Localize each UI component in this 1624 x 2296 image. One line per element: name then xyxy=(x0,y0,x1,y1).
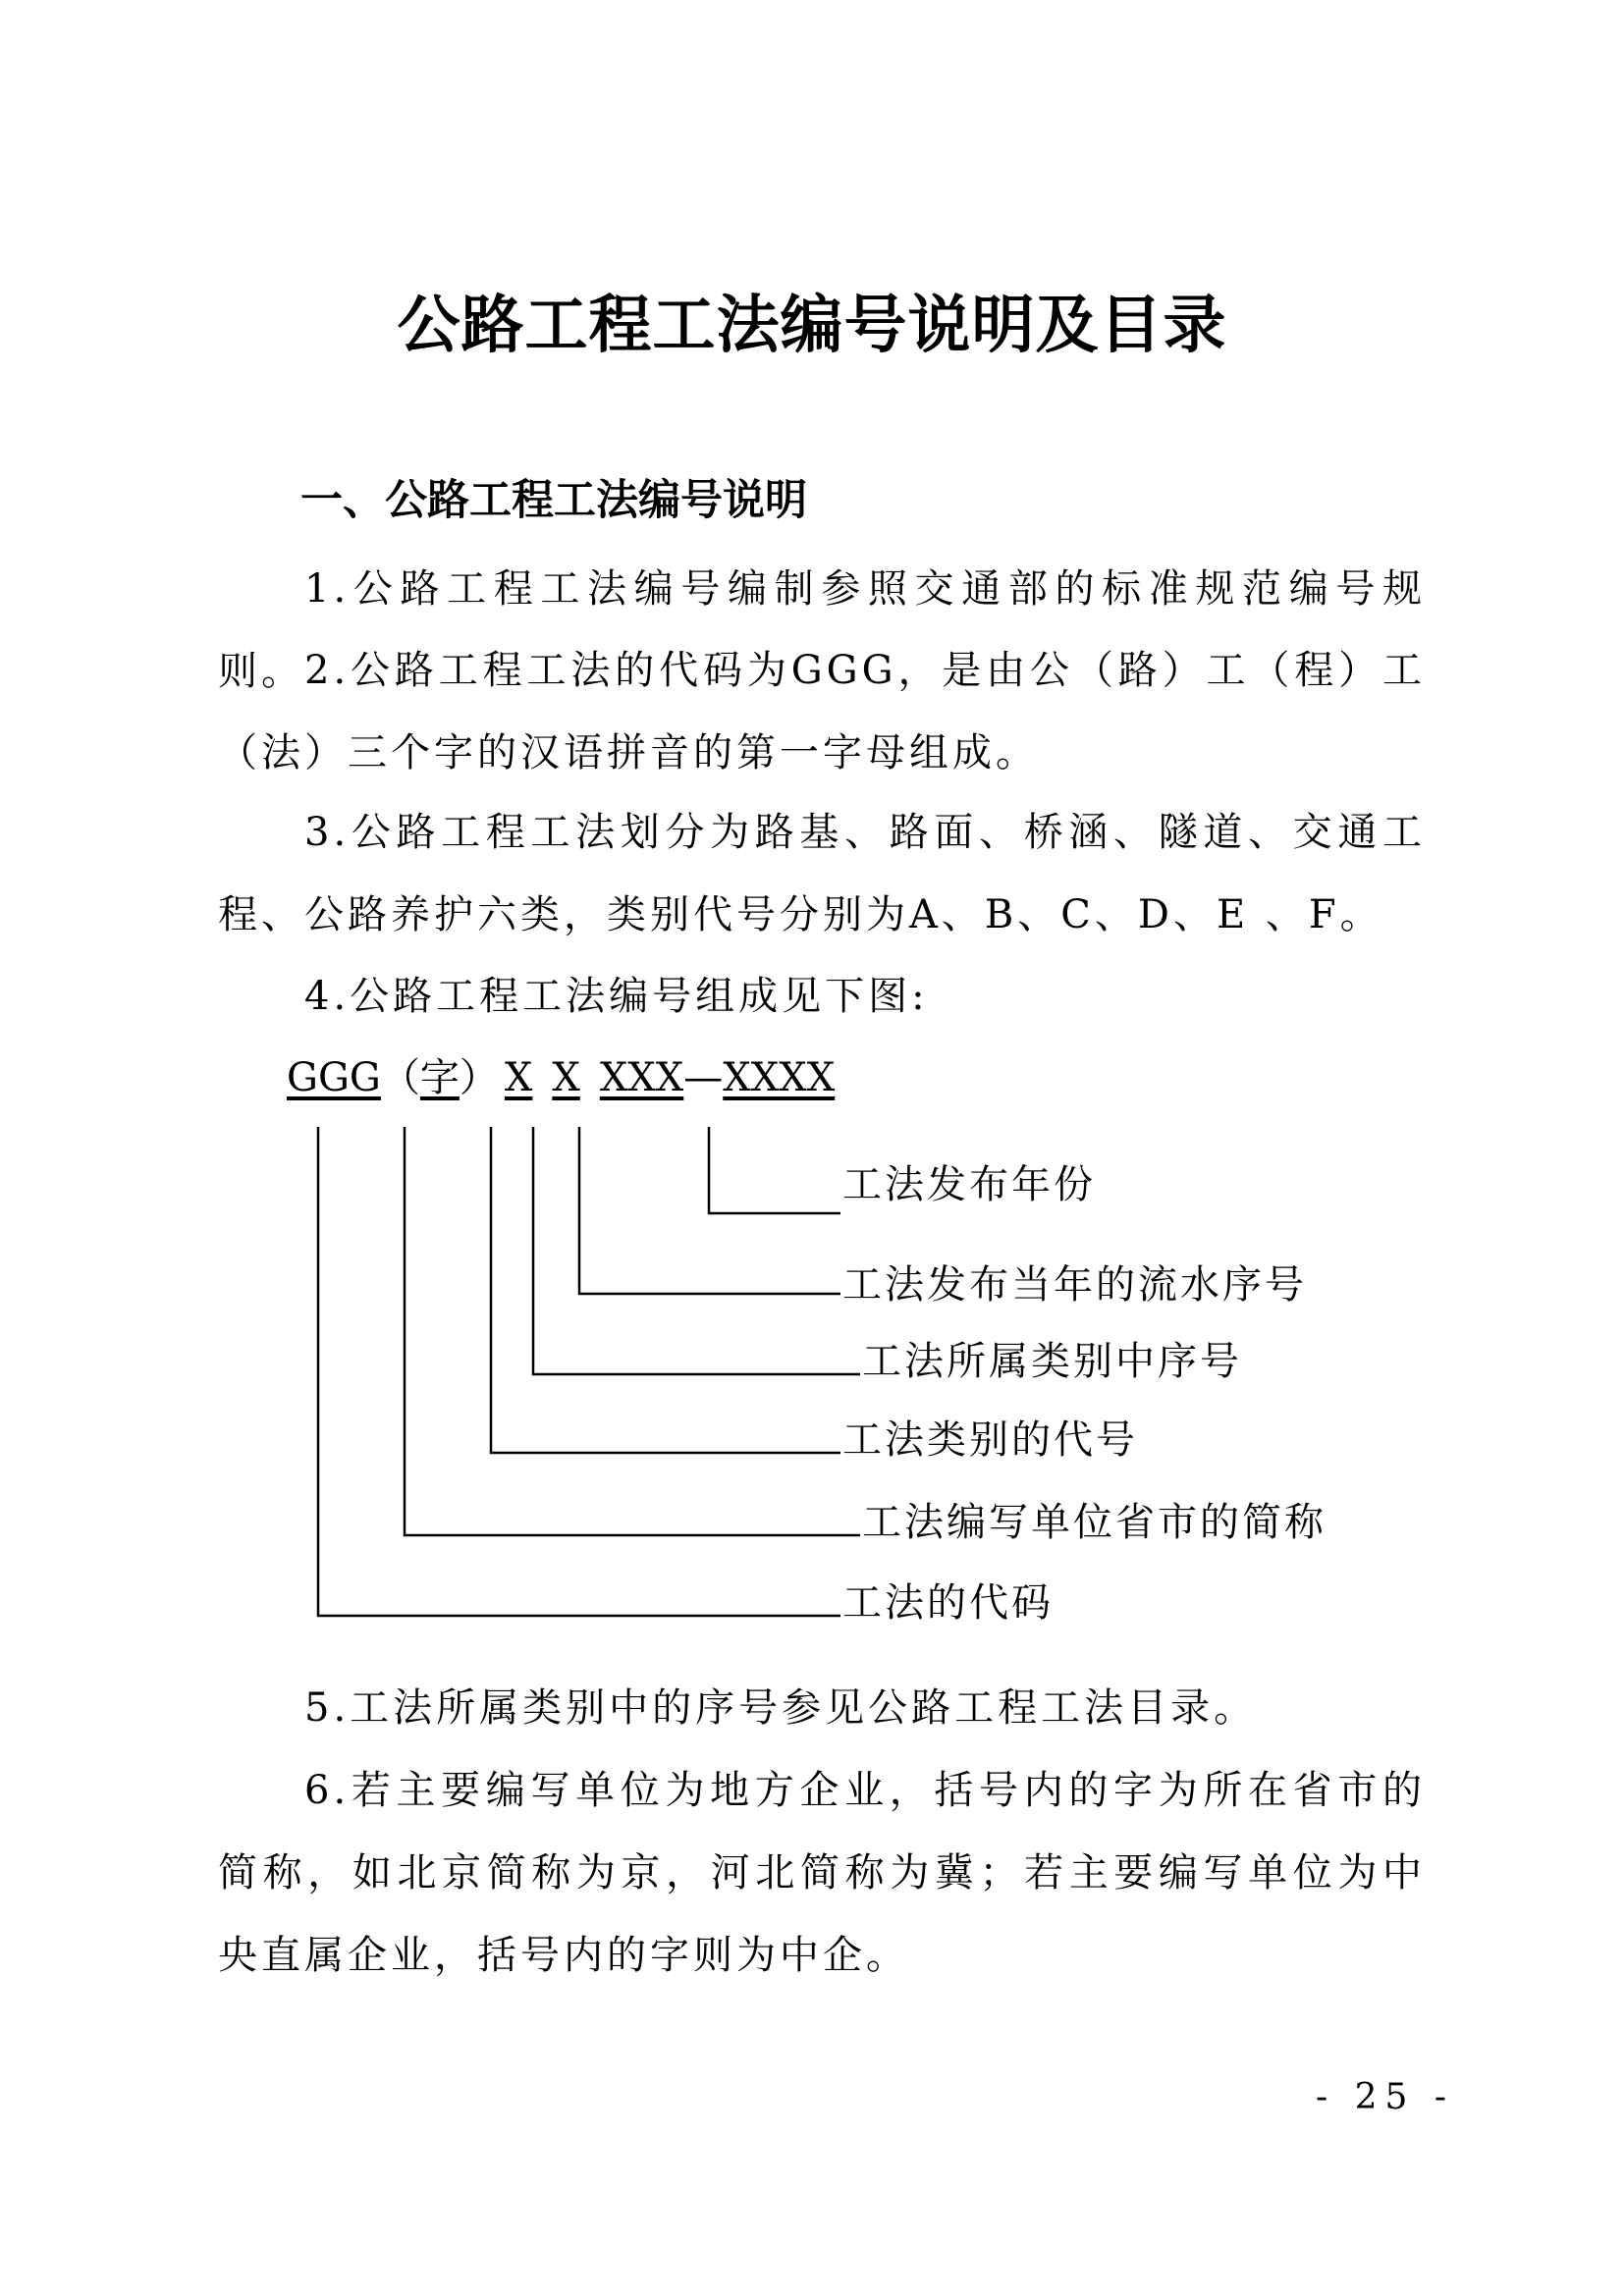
paragraph-4: 4.公路工程工法编号组成见下图: xyxy=(304,974,929,1019)
label-serial-number: 工法发布当年的流水序号 xyxy=(842,1262,1307,1308)
connector-code xyxy=(318,1127,840,1616)
label-category-order: 工法所属类别中序号 xyxy=(862,1339,1242,1384)
code-open-paren: （ xyxy=(380,1055,420,1100)
paragraph-5: 5.工法所属类别中的序号参见公路工程工法目录。 xyxy=(304,1685,1258,1731)
code-dash: — xyxy=(683,1055,724,1100)
code-xxx: XXX xyxy=(599,1055,684,1100)
label-category-code: 工法类别的代号 xyxy=(842,1417,1138,1463)
connector-order xyxy=(533,1127,860,1374)
code-ggg: GGG xyxy=(287,1055,381,1100)
connector-province xyxy=(405,1127,860,1535)
connector-serial xyxy=(579,1127,840,1294)
code-xxxx: XXXX xyxy=(723,1055,836,1100)
label-province-abbrev: 工法编写单位省市的简称 xyxy=(862,1500,1326,1545)
code-format-line xyxy=(287,1050,835,1105)
page-number: - 25 - xyxy=(1316,2077,1455,2117)
label-method-code: 工法的代码 xyxy=(842,1580,1054,1626)
label-release-year: 工法发布年份 xyxy=(842,1162,1096,1207)
paragraph-6: 6.若主要编写单位为地方企业，括号内的字为所在省市的简称，如北京简称为京，河北简称为冀；若主要编写单位为中央直属企业，括号内的字则为中企。 xyxy=(218,1768,1426,1978)
paragraph-2: 2.公路工程工法的代码为GGG，是由公（路）工（程）工（法）三个字的汉语拼音的第一字母组成。 xyxy=(218,648,1426,775)
code-x2: X xyxy=(552,1055,580,1100)
page-title: 公路工程工法编号说明及目录 xyxy=(397,290,1227,362)
code-zi: 字 xyxy=(419,1055,460,1100)
paragraph-3: 3.公路工程工法划分为路基、路面、桥涵、隧道、交通工程、公路养护六类，类别代号分别为A、B、C、D、E 、F。 xyxy=(218,810,1426,937)
section-heading: 一、公路工程工法编号说明 xyxy=(300,476,807,525)
connector-year xyxy=(709,1127,840,1213)
paragraph-1: 1.公路工程工法编号编制参照交通部的标准规范编号规则。 xyxy=(218,566,1426,694)
connector-category xyxy=(491,1127,840,1453)
code-close-paren: ） xyxy=(459,1055,499,1100)
code-x1: X xyxy=(504,1055,533,1100)
